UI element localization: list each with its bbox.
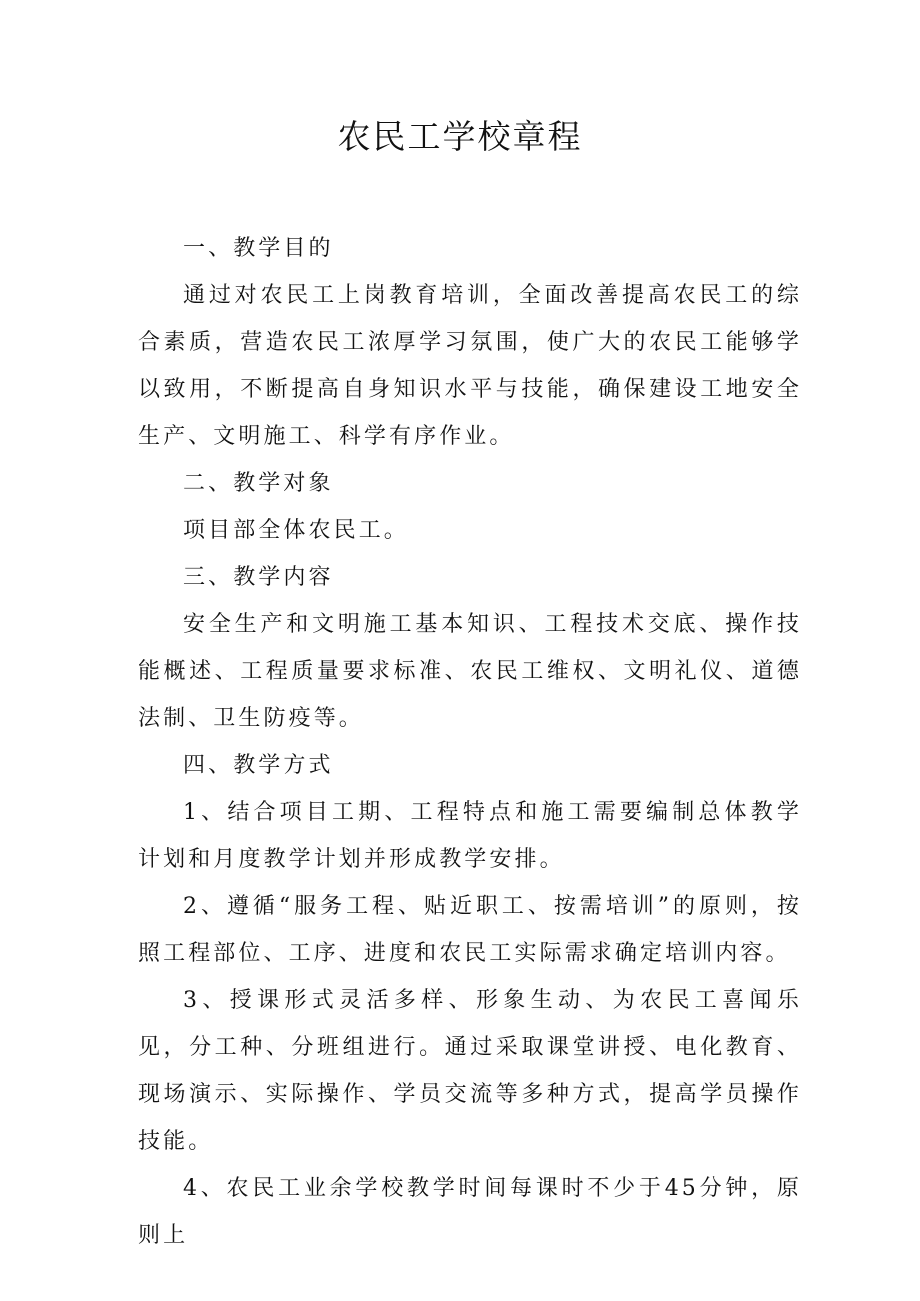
method-item-2: 2、遵循“服务工程、贴近职工、按需培训”的原则，按照工程部位、工序、进度和农民工实际需求确定培训内容。	[138, 894, 802, 966]
method-item-3: 3、授课形式灵活多样、形象生动、为农民工喜闻乐见，分工种、分班组进行。通过采取课堂讲授、电化教育、现场演示、实际操作、学员交流等多种方式，提高学员操作技能。	[138, 988, 802, 1154]
document-body	[138, 225, 802, 1259]
section-heading-teaching-audience: 二、教学对象	[183, 471, 334, 496]
section-heading-teaching-purpose: 一、教学目的	[183, 236, 334, 261]
paragraph-teaching-purpose: 通过对农民工上岗教育培训，全面改善提高农民工的综合素质，营造农民工浓厚学习氛围，使广大的农民工能够学以致用，不断提高自身知识水平与技能，确保建设工地安全生产、文明施工、科学有序作业。	[138, 283, 802, 449]
paragraph-teaching-audience: 项目部全体农民工。	[183, 518, 409, 543]
section-heading-teaching-method: 四、教学方式	[183, 753, 334, 778]
method-item-4: 4、农民工业余学校教学时间每课时不少于45分钟，原则上	[138, 1176, 802, 1248]
method-item-1: 1、结合项目工期、工程特点和施工需要编制总体教学计划和月度教学计划并形成教学安排。	[138, 800, 802, 872]
document-title: 农民工学校章程	[337, 117, 583, 156]
section-heading-teaching-content: 三、教学内容	[183, 565, 334, 590]
paragraph-teaching-content: 安全生产和文明施工基本知识、工程技术交底、操作技能概述、工程质量要求标准、农民工维权、文明礼仪、道德法制、卫生防疫等。	[138, 612, 802, 731]
